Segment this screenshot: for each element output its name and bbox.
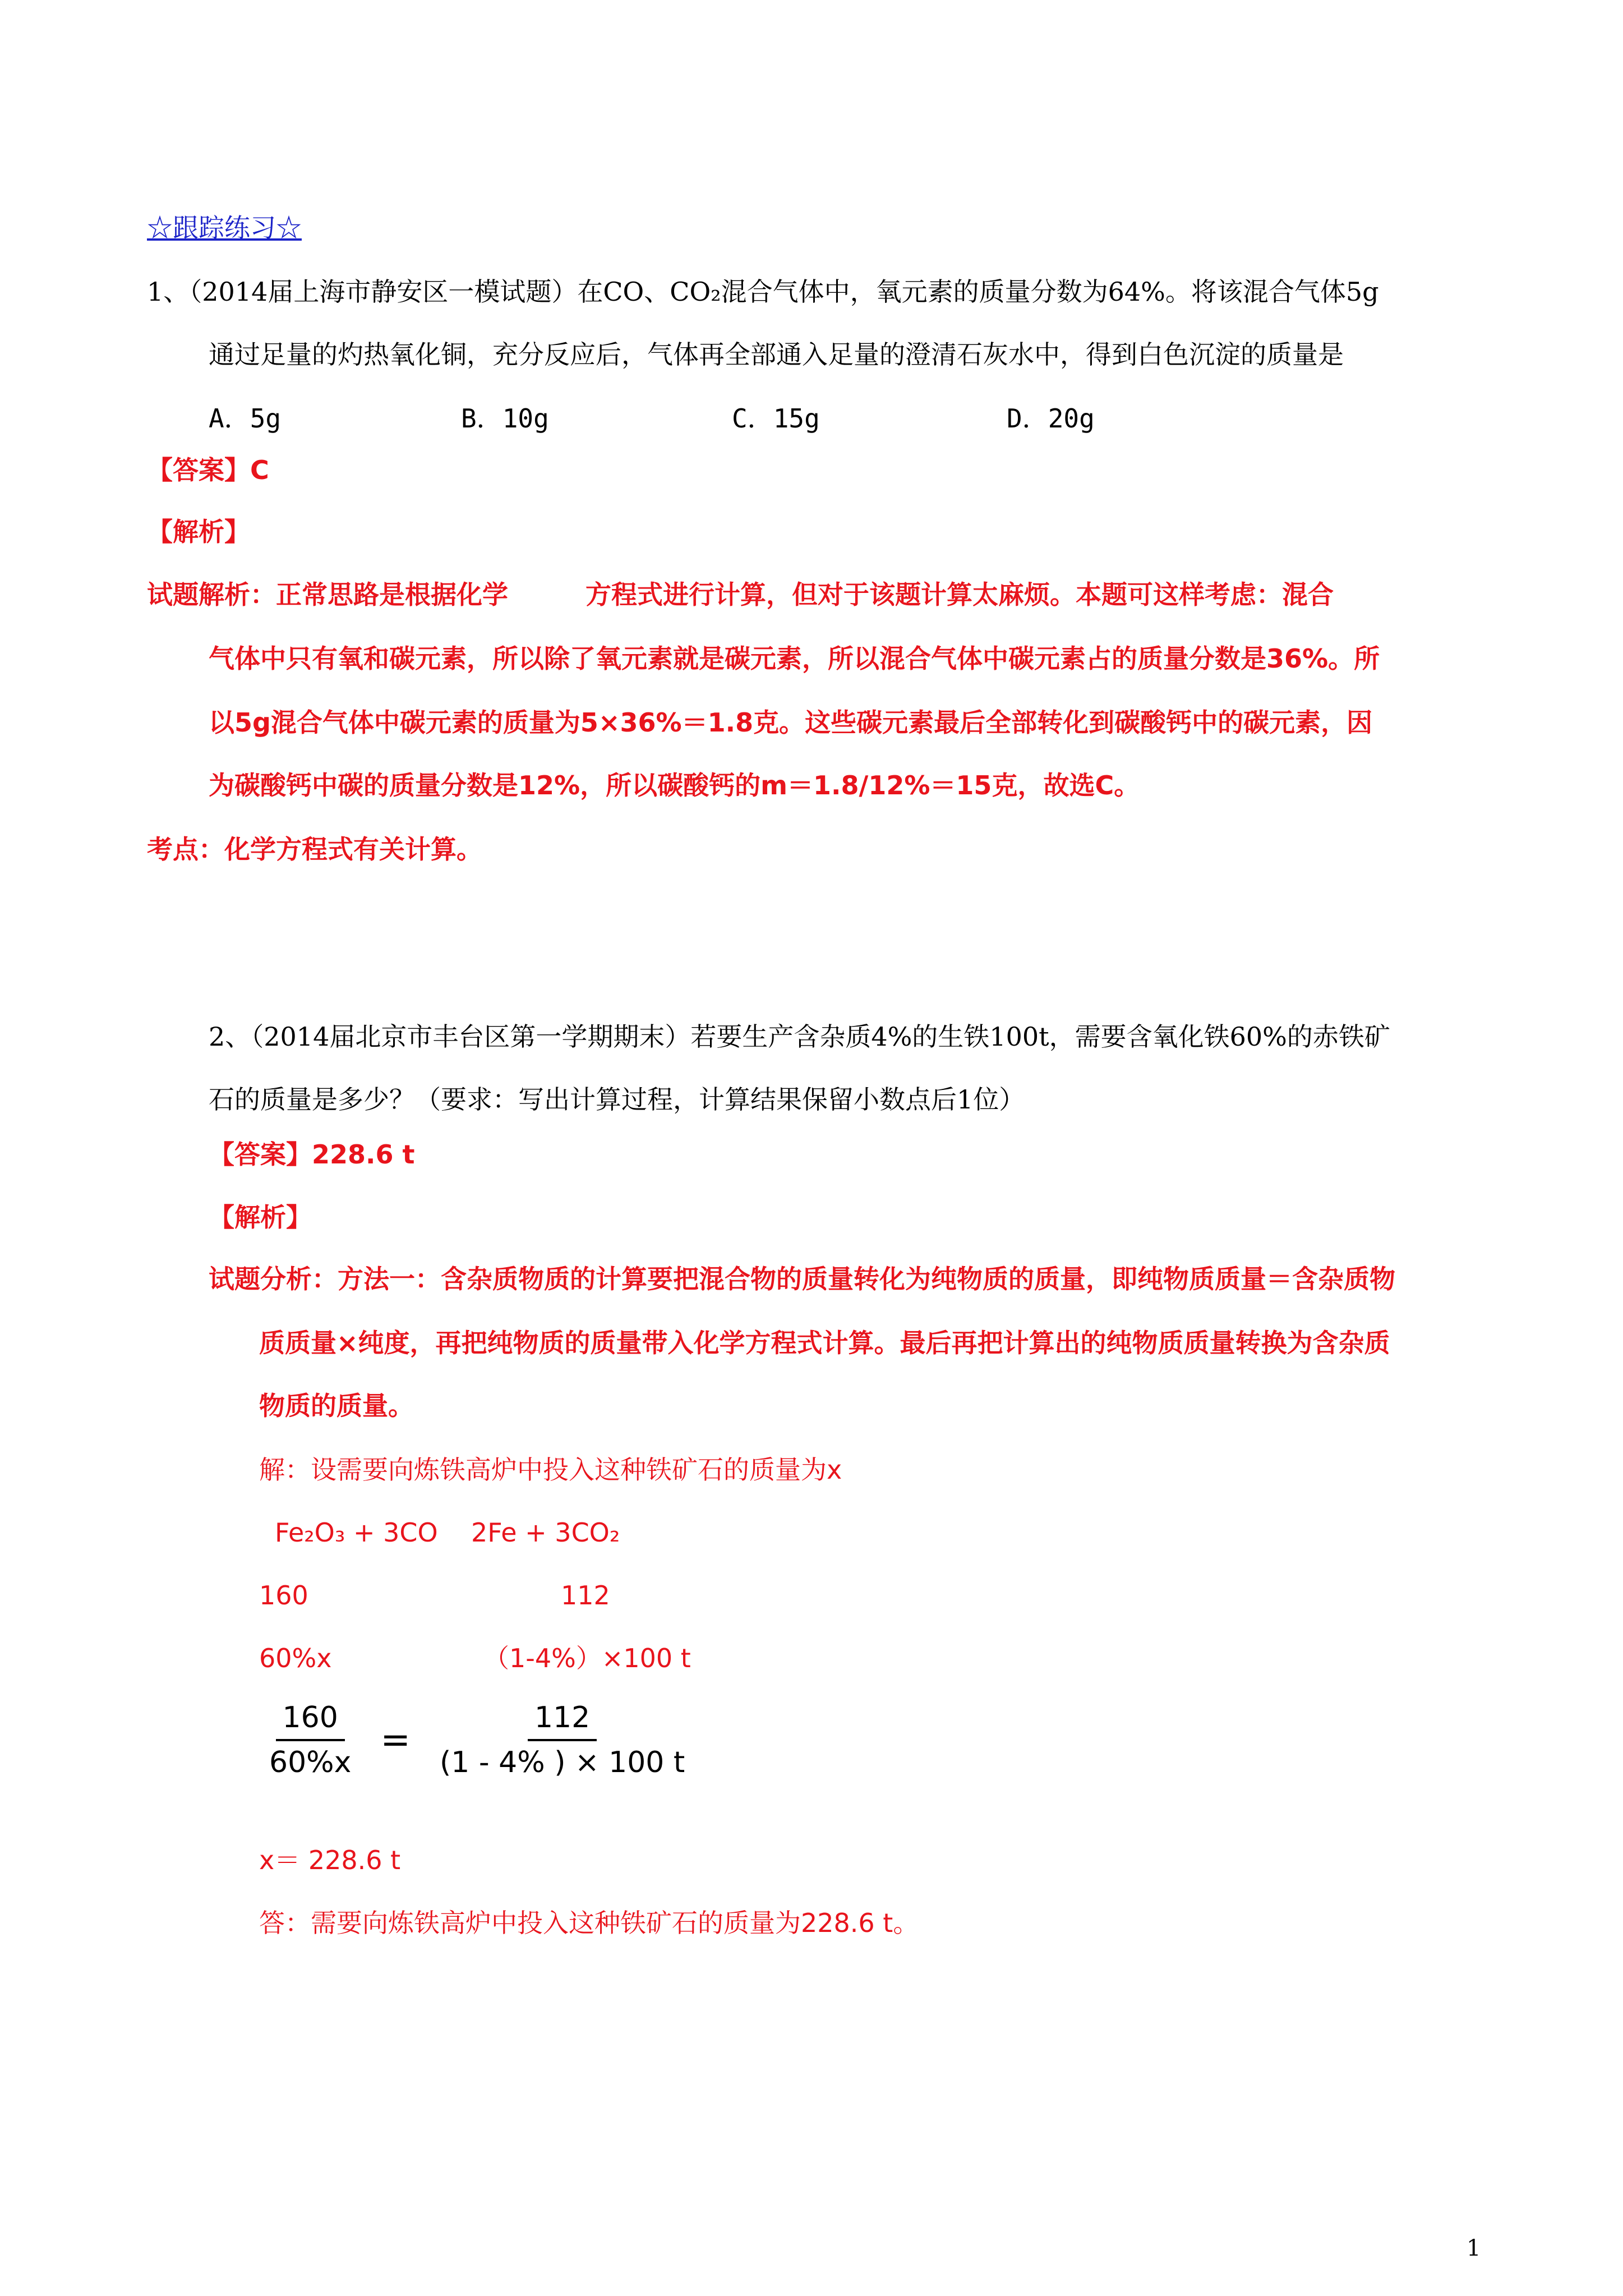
- q1-answer: 【答案】C: [147, 455, 269, 485]
- q1-option-a: A．5g: [209, 403, 282, 434]
- q2-stem-line1: 2、（2014届北京市丰台区第一学期期末）若要生产含杂质4%的生铁100t，需要含氧化铁60%的赤铁矿: [209, 1022, 1390, 1052]
- q1-stem-line2: 通过足量的灼热氧化铜，充分反应后，气体再全部通入足量的澄清石灰水中，得到白色沉淀的质量是: [209, 339, 1344, 370]
- q2-answer: 【答案】228.6 t: [209, 1139, 415, 1170]
- q1-stem-line1: 1、（2014届上海市静安区一模试题）在CO、CO₂混合气体中，氧元素的质量分数为64%。将该混合气体5g: [147, 277, 1379, 307]
- q1-analysis-label: 【解析】: [147, 517, 250, 547]
- fraction-right-numerator: 112: [528, 1700, 597, 1741]
- q1-option-c: C．15g: [732, 403, 820, 434]
- q2-analysis-line3: 物质的质量。: [259, 1391, 414, 1421]
- q1-analysis-line1: 试题解析：正常思路是根据化学 方程式进行计算，但对于该题计算太麻烦。本题可这样考虑：混合: [147, 579, 1334, 610]
- q1-analysis-line3: 以5g混合气体中碳元素的质量为5×36%＝1.8克。这些碳元素最后全部转化到碳酸钙中的碳元素，因: [209, 707, 1373, 738]
- page-number: 1: [1467, 2235, 1481, 2261]
- q1-option-b: B．10g: [461, 403, 549, 434]
- q2-result: x＝ 228.6 t: [259, 1845, 401, 1875]
- fraction-right: [433, 1700, 691, 1780]
- section-title-link[interactable]: ☆跟踪练习☆: [147, 213, 302, 243]
- q2-proportion-equation: [262, 1700, 691, 1780]
- q2-solution-setup: 解：设需要向炼铁高炉中投入这种铁矿石的质量为x: [259, 1455, 842, 1485]
- q2-analysis-label: 【解析】: [209, 1202, 312, 1232]
- q2-known-left: 60%x: [259, 1643, 332, 1673]
- q1-knowledge-point: 考点：化学方程式有关计算。: [147, 834, 482, 864]
- q1-analysis-line4: 为碳酸钙中碳的质量分数是12%，所以碳酸钙的m＝1.8/12%＝15克，故选C。: [209, 770, 1140, 800]
- q2-final-answer: 答：需要向炼铁高炉中投入这种铁矿石的质量为228.6 t。: [259, 1908, 919, 1938]
- q1-analysis-line2: 气体中只有氧和碳元素，所以除了氧元素就是碳元素，所以混合气体中碳元素占的质量分数是36%。所: [209, 643, 1380, 674]
- q2-known-right: （1-4%）×100 t: [483, 1643, 691, 1673]
- equals-sign: =: [380, 1719, 411, 1761]
- q2-stem-line2: 石的质量是多少？（要求：写出计算过程，计算结果保留小数点后1位）: [209, 1084, 1025, 1115]
- fraction-left-numerator: 160: [276, 1700, 345, 1741]
- q1-option-d: D．20g: [1007, 403, 1095, 434]
- q2-equation-products: 2Fe + 3CO₂: [471, 1517, 620, 1548]
- q2-equation-reactants: Fe₂O₃ + 3CO: [275, 1517, 438, 1548]
- fraction-left: [262, 1700, 358, 1780]
- fraction-right-denominator: (1 - 4% ) × 100 t: [439, 1746, 685, 1779]
- q2-analysis-line2: 质质量×纯度，再把纯物质的质量带入化学方程式计算。最后再把计算出的纯物质质量转换为含杂质: [259, 1328, 1390, 1358]
- q2-analysis-line1: 试题分析：方法一：含杂质物质的计算要把混合物的质量转化为纯物质的质量，即纯物质质量＝含杂质物: [209, 1264, 1395, 1294]
- q2-molar-mass-112: 112: [561, 1580, 610, 1611]
- q2-molar-mass-160: 160: [259, 1580, 308, 1611]
- fraction-left-denominator: 60%x: [269, 1746, 352, 1779]
